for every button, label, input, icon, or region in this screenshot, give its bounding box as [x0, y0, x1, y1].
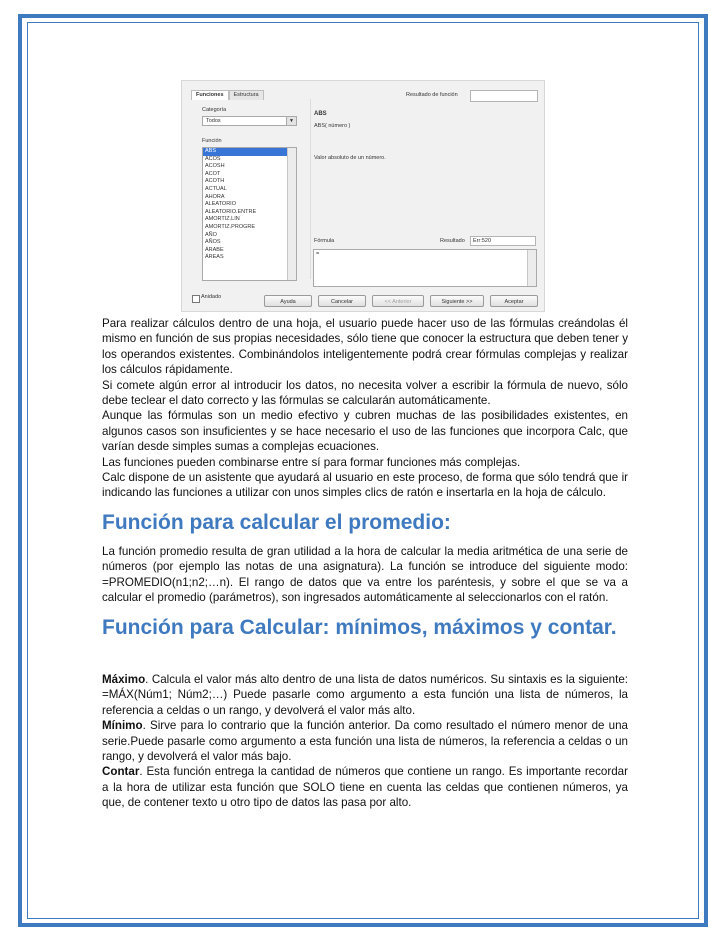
function-result-field [470, 90, 538, 102]
list-item[interactable]: ALEATORIO.ENTRE [205, 208, 257, 215]
selected-function-description: Valor absoluto de un número. [314, 155, 386, 161]
cancel-button[interactable]: Cancelar [318, 295, 366, 307]
paragraph: Aunque las fórmulas son un medio efectivo y cubren muchas de las posibilidades existentes, en algunos casos son insuficientes y se hace necesario el uso de las funciones que incorpora Calc, que varían desde simples sumas a complejas ecuaciones. [102, 409, 628, 454]
average-section [102, 544, 628, 606]
tab-structure[interactable]: Estructura [229, 90, 264, 100]
list-item[interactable]: ÁREAS [205, 254, 224, 261]
list-item[interactable]: ACTUAL [205, 185, 227, 192]
help-button[interactable]: Ayuda [264, 295, 312, 307]
wizard-tabs [191, 90, 264, 100]
list-item[interactable]: AMORTIZ.LIN [205, 216, 240, 223]
paragraph: Las funciones pueden combinarse entre sí para formar funciones más complejas. [102, 455, 521, 469]
list-item[interactable]: AÑOS [205, 239, 221, 246]
list-item[interactable]: AHORA [205, 193, 225, 200]
paragraph: La función promedio resulta de gran utilidad a la hora de calcular la media aritmética de una serie de números (por ejemplo las notas de una asignatura). La función se introduce del siguiente modo: =PROMEDIO(n1;n2;…n). El rango de datos que va entre los paréntesis, y sobre el que se va a calcular el promedio (parámetros), son ingresados automáticamente al seleccionarlos con el ratón. [102, 545, 628, 605]
list-item[interactable]: ALEATORIO [205, 201, 236, 208]
count-term: Contar [102, 765, 140, 779]
list-item[interactable]: ÁRABE [205, 246, 224, 253]
function-list[interactable] [202, 147, 297, 281]
min-term: Mínimo [102, 719, 143, 733]
list-item[interactable]: ACOT [205, 170, 221, 177]
formula-input[interactable] [313, 249, 537, 287]
tab-functions[interactable]: Funciones [191, 90, 229, 100]
chevron-down-icon[interactable]: ▼ [286, 117, 296, 125]
selected-function-title: ABS [314, 111, 327, 117]
intro-text [102, 316, 628, 501]
list-item[interactable]: ACOS [205, 155, 221, 162]
category-select[interactable] [202, 116, 297, 126]
min-max-count-section [102, 672, 628, 811]
min-paragraph [102, 718, 628, 764]
back-button[interactable]: << Anterior [372, 295, 424, 307]
list-item[interactable]: ABS [203, 148, 296, 156]
max-text: . Calcula el valor más alto dentro de una lista de datos numéricos. Su sintaxis es la siguiente: =MÁX(Núm1; Núm2;…) Puede pasarle como argumento a esta función una lista de números, la referencia a celdas o un rango, y devolverá el valor más alto. [102, 673, 628, 717]
nested-checkbox[interactable] [192, 295, 200, 303]
paragraph: Si comete algún error al introducir los datos, no necesita volver a escribir la fórmula de nuevo, sólo debe teclear el dato correcto y las fórmulas se calcularán automáticamente. [102, 378, 628, 408]
list-item[interactable]: AÑO [205, 231, 217, 238]
count-paragraph [102, 764, 628, 810]
result-field: Err:520 [470, 236, 536, 246]
formula-scrollbar[interactable] [527, 250, 536, 286]
min-text: . Sirve para lo contrario que la función anterior. Da como resultado el número menor de una serie.Puede pasarle como argumento a esta función una lista de números, la referencia a celdas o un rango, y devolverá el valor más bajo. [102, 719, 628, 764]
next-button[interactable]: Siguiente >> [430, 295, 484, 307]
result-label: Resultado [440, 238, 465, 244]
category-label: Categoría [202, 107, 227, 113]
category-value: Todos [206, 118, 221, 124]
function-label: Función [202, 138, 222, 144]
function-result-label: Resultado de función [406, 92, 458, 98]
heading-min-max-count: Función para Calcular: mínimos, máximos y contar. [102, 616, 617, 639]
function-wizard-screenshot [181, 80, 545, 312]
selected-function-signature: ABS( número ) [314, 123, 351, 129]
divider [310, 99, 311, 279]
count-text: . Esta función entrega la cantidad de números que contiene un rango. Es importante recordar a la hora de utilizar esta función que SOLO tiene en cuenta las celdas que contienen números, ya que, de contener texto u otro tipo de datos las pasa por alto. [102, 765, 628, 810]
list-item[interactable]: AMORTIZ.PROGRE [205, 223, 256, 230]
nested-label: Anidado [201, 294, 222, 300]
max-term: Máximo [102, 673, 146, 686]
formula-label: Fórmula [314, 238, 335, 244]
list-item[interactable]: ACOSH [205, 163, 225, 170]
paragraph: Calc dispone de un asistente que ayudará al usuario en este proceso, de forma que sólo tendrá que ir indicando las funciones a utilizar con unos simples clics de ratón e insertarla en la hoja de cálculo. [102, 471, 628, 500]
accept-button[interactable]: Aceptar [490, 295, 538, 307]
formula-value: = [316, 251, 320, 257]
heading-average: Función para calcular el promedio: [102, 511, 451, 534]
function-list-scrollbar[interactable] [287, 148, 296, 280]
list-item[interactable]: ACOTH [205, 178, 225, 185]
paragraph: Para realizar cálculos dentro de una hoja, el usuario puede hacer uso de las fórmulas creándolas él mismo en función de sus propias necesidades, sólo tiene que conocer la estructura que deben tener y los operandos existentes. Combinándolos inteligentemente podrá crear fórmulas complejas y realizar los cálculos rápidamente. [102, 317, 628, 377]
max-paragraph [102, 672, 628, 718]
